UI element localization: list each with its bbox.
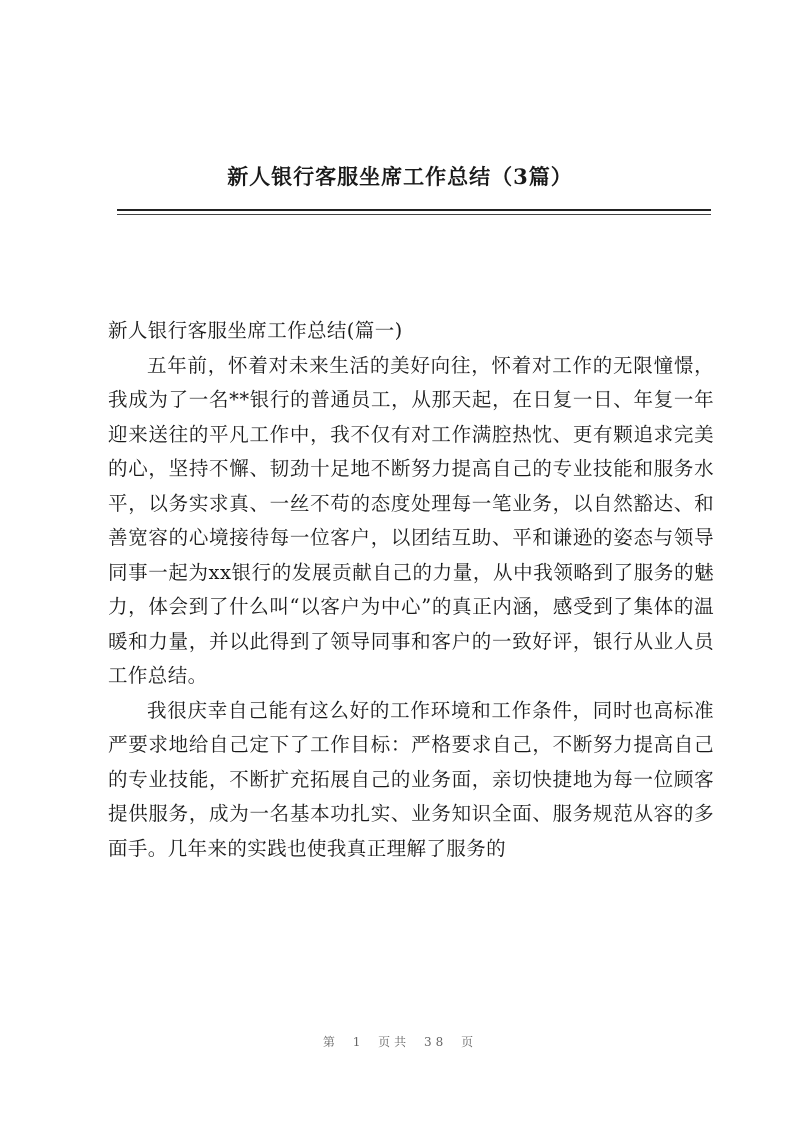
page-footer <box>0 1033 800 1050</box>
document-title: 新人银行客服坐席工作总结（3篇） <box>227 164 573 189</box>
section-heading: 新人银行客服坐席工作总结(篇一) <box>108 319 403 342</box>
footer-total-pages: 38 <box>424 1035 448 1049</box>
title-divider-thin <box>117 214 711 215</box>
footer-pages-label: 页 <box>461 1035 478 1049</box>
paragraph-2: 我很庆幸自己能有这么好的工作环境和工作条件，同时也高标准严要求地给自己定下了工作目标：严格要求自己，不断努力提高自己的专业技能，不断扩充拓展自己的业务面，亲切快捷地为每一位顾客提供服务，成为一名基本功扎实、业务知识全面、服务规范从容的多面手。几年来的实践也使我真正理解了服务的 <box>108 698 714 860</box>
document-body <box>108 314 714 866</box>
footer-of-label: 页共 <box>378 1035 411 1049</box>
paragraph-1: 五年前，怀着对未来生活的美好向往，怀着对工作的无限憧憬，我成为了一名**银行的普通员工，从那天起，在日复一日、年复一年迎来送往的平凡工作中，我不仅有对工作满腔热忱、更有颗追求完美的心，坚持不懈、韧劲十足地不断努力提高自己的专业技能和服务水平，以务实求真、一丝不苟的态度处理每一笔业务，以自然豁达、和善宽容的心境接待每一位客户，以团结互助、平和谦逊的姿态与领导同事一起为xx银行的发展贡献自己的力量，从中我领略到了服务的魅力，体会到了什么叫“以客户为中心”的真正内涵，感受到了集体的温暖和力量，并以此得到了领导同事和客户的一致好评，银行从业人员工作总结。 <box>108 353 714 687</box>
title-divider-thick <box>117 209 711 211</box>
footer-page-label: 第 <box>322 1035 339 1049</box>
footer-current-page: 1 <box>352 1035 365 1049</box>
